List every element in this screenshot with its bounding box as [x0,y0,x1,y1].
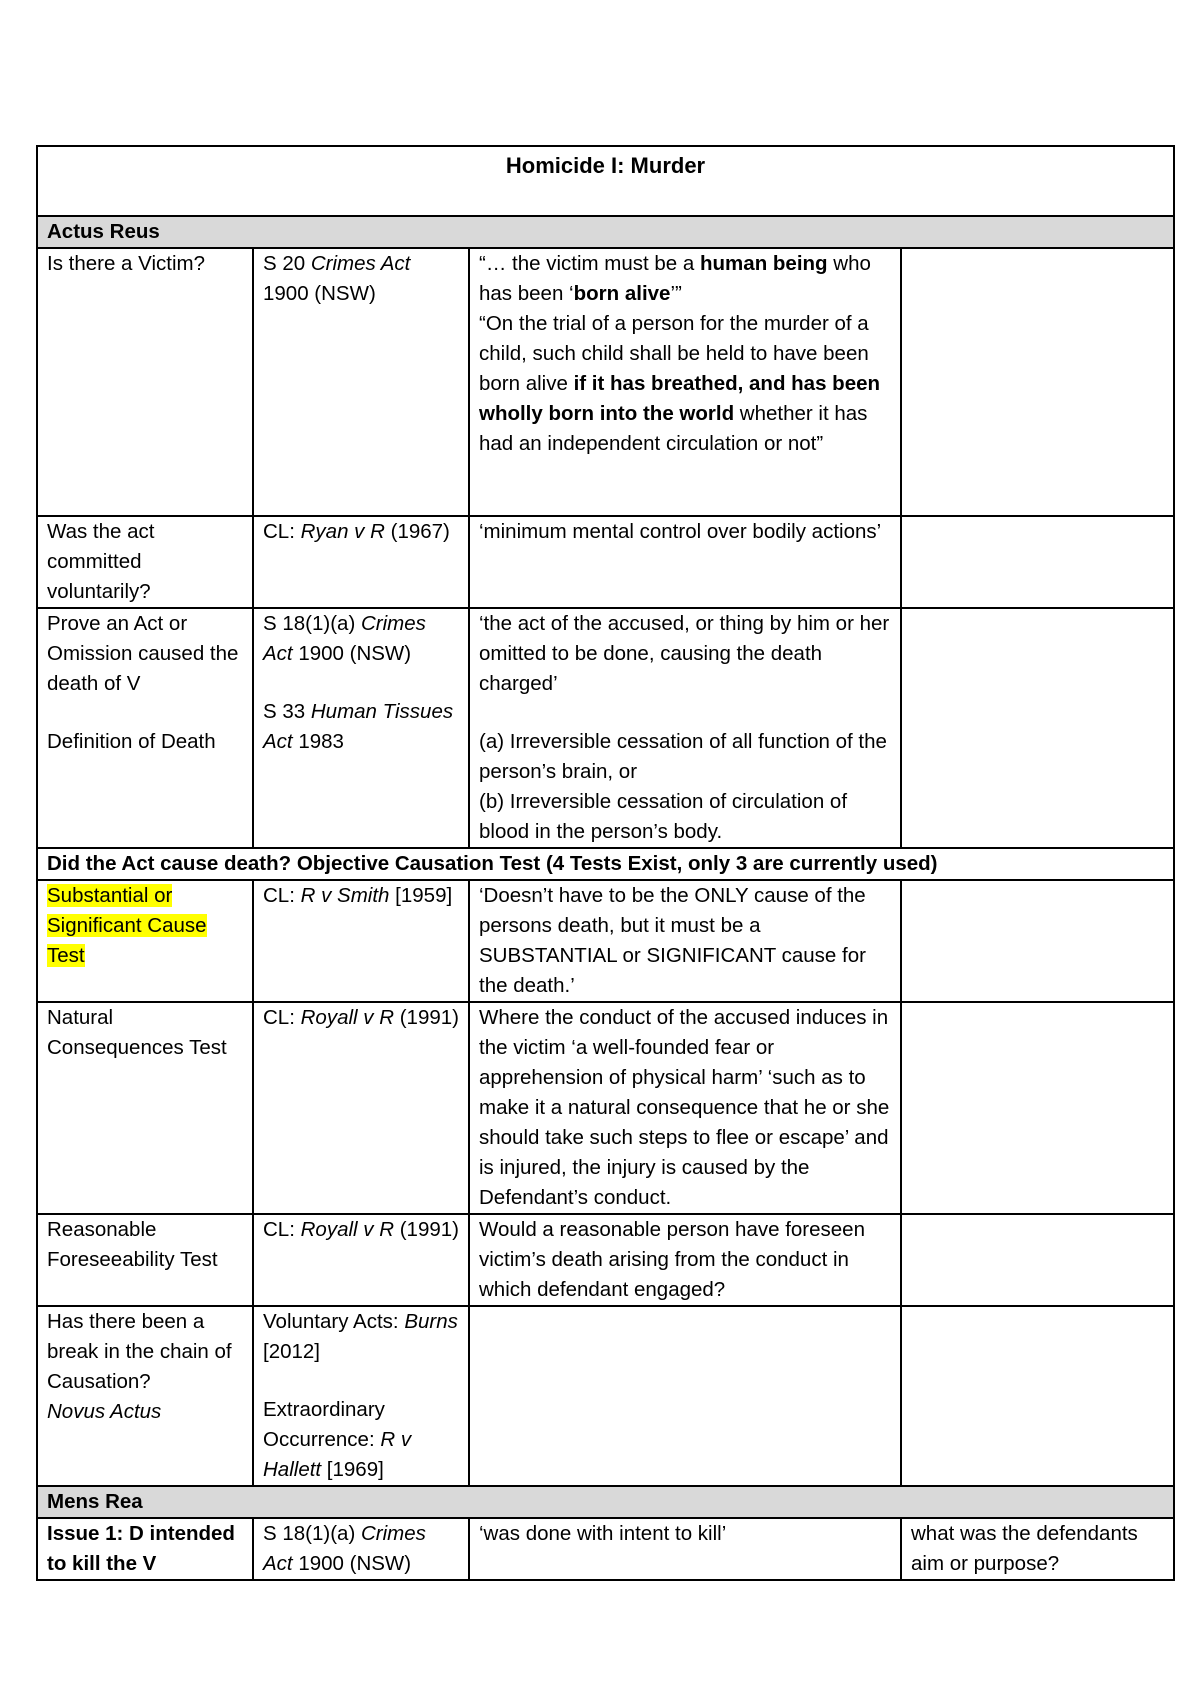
text-cell [469,1306,901,1486]
text-cell: ‘minimum mental control over bodily actions’ [469,516,901,608]
section-heading-mens-rea: Mens Rea [37,1486,1174,1518]
notes-cell [901,608,1174,848]
document-title: Homicide I: Murder [37,146,1174,216]
issue-cell: Issue 1: D intended to kill the V [37,1518,253,1580]
notes-cell [901,1214,1174,1306]
issue-cell [37,880,253,1002]
table-row [37,1306,1174,1486]
section-heading-causation: Did the Act cause death? Objective Causation Test (4 Tests Exist, only 3 are currently used) [37,848,1174,880]
issue-cell: Reasonable Foreseeability Test [37,1214,253,1306]
notes-cell [901,516,1174,608]
table-row [37,608,1174,848]
issue-cell: Has there been a break in the chain of Causation? Novus Actus [37,1306,253,1486]
highlighted-issue: Substantial or Significant Cause Test [47,884,207,967]
table-row [37,1518,1174,1580]
table-row [37,1214,1174,1306]
notes-cell [901,1306,1174,1486]
text-cell: “… the victim must be a human being who has been ‘born alive’” “On the trial of a person for the murder of a child, such child shall be held to have been born alive if it has breathed, and has been wholly born into the world whether it has had an independent circulation or not” [469,248,901,516]
table-row [37,516,1174,608]
notes-cell [901,880,1174,1002]
issue-cell: Was the act committed voluntarily? [37,516,253,608]
text-cell: ‘the act of the accused, or thing by him or her omitted to be done, causing the death charged’ (a) Irreversible cessation of all function of the person’s brain, or (b) Irreversible cessation of circulation of blood in the person’s body. [469,608,901,848]
table-row [37,1002,1174,1214]
section-row-actus-reus [37,216,1174,248]
text-cell: ‘Doesn’t have to be the ONLY cause of the persons death, but it must be a SUBSTANTIAL or SIGNIFICANT cause for the death.’ [469,880,901,1002]
title-row [37,146,1174,216]
section-row-mens-rea [37,1486,1174,1518]
source-cell: CL: Royall v R (1991) [253,1002,469,1214]
table-row [37,880,1174,1002]
text-cell: Would a reasonable person have foreseen victim’s death arising from the conduct in which defendant engaged? [469,1214,901,1306]
issue-cell: Natural Consequences Test [37,1002,253,1214]
issue-cell: Prove an Act or Omission caused the death of V Definition of Death [37,608,253,848]
source-cell: S 18(1)(a) Crimes Act 1900 (NSW) [253,1518,469,1580]
text-cell: ‘was done with intent to kill’ [469,1518,901,1580]
section-row-causation [37,848,1174,880]
source-cell: CL: Royall v R (1991) [253,1214,469,1306]
source-cell: CL: R v Smith [1959] [253,880,469,1002]
notes-cell [901,1002,1174,1214]
section-heading-actus-reus: Actus Reus [37,216,1174,248]
source-cell: S 20 Crimes Act 1900 (NSW) [253,248,469,516]
issue-cell: Is there a Victim? [37,248,253,516]
notes-cell: what was the defendants aim or purpose? [901,1518,1174,1580]
notes-table [36,145,1175,1581]
text-cell: Where the conduct of the accused induces in the victim ‘a well-founded fear or apprehension of physical harm’ ‘such as to make it a natural consequence that he or she should take such steps to flee or escape’ and is injured, the injury is caused by the Defendant’s conduct. [469,1002,901,1214]
source-cell: S 18(1)(a) Crimes Act 1900 (NSW) S 33 Human Tissues Act 1983 [253,608,469,848]
table-row [37,248,1174,516]
source-cell: Voluntary Acts: Burns [2012] Extraordinary Occurrence: R v Hallett [1969] [253,1306,469,1486]
source-cell: CL: Ryan v R (1967) [253,516,469,608]
notes-cell [901,248,1174,516]
